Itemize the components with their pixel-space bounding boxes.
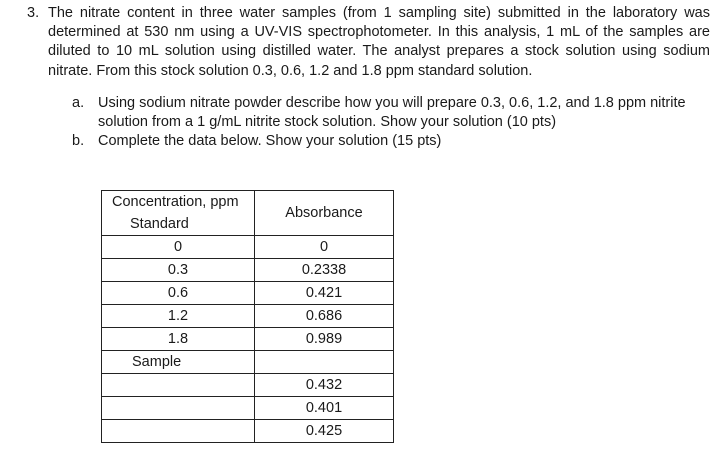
table-row	[102, 282, 394, 305]
table-row	[102, 420, 394, 443]
header-absorbance: Absorbance	[255, 191, 394, 236]
sub-question-b-text: Complete the data below. Show your solution (15 pts)	[98, 133, 442, 149]
question-body: The nitrate content in three water samples (from 1 sampling site) submitted in the laboratory was determined at 530 nm using a UV-VIS spectrophotometer. In this analysis, 1 mL of the samples are diluted to 10 mL solution using distilled water. The analyst prepares a stock solution using sodium nitrate. From this stock solution 0.3, 0.6, 1.2 and 1.8 ppm standard solution.	[48, 5, 710, 79]
table-row	[102, 305, 394, 328]
standard-abs-cell: 0.686	[255, 305, 394, 328]
sample-conc-cell	[102, 374, 255, 397]
sample-conc-cell	[102, 420, 255, 443]
sample-abs-cell: 0.432	[255, 374, 394, 397]
sub-question-b-letter: b.	[72, 133, 85, 149]
table-row	[102, 259, 394, 282]
standard-abs-cell: 0.989	[255, 328, 394, 351]
question-number: 3.	[27, 5, 40, 21]
header-concentration-line1: Concentration, ppm	[112, 194, 239, 210]
standard-conc-cell: 0.3	[102, 259, 255, 282]
header-concentration	[102, 191, 255, 236]
standard-conc-cell: 0.6	[102, 282, 255, 305]
sample-label: Sample	[102, 351, 255, 374]
sample-label-abs-cell	[255, 351, 394, 374]
data-table	[101, 190, 394, 443]
table-row	[102, 374, 394, 397]
standard-abs-cell: 0.421	[255, 282, 394, 305]
standard-abs-cell: 0.2338	[255, 259, 394, 282]
table-header-row	[102, 191, 394, 236]
table-row	[102, 328, 394, 351]
header-standard-label: Standard	[130, 216, 189, 232]
table-row	[102, 236, 394, 259]
sample-abs-cell: 0.425	[255, 420, 394, 443]
table-row-sample-label	[102, 351, 394, 374]
table-row	[102, 397, 394, 420]
standard-conc-cell: 1.2	[102, 305, 255, 328]
sub-question-a-letter: a.	[72, 95, 85, 111]
sample-conc-cell	[102, 397, 255, 420]
standard-abs-cell: 0	[255, 236, 394, 259]
standard-conc-cell: 0	[102, 236, 255, 259]
sub-question-a-text: Using sodium nitrate powder describe how you will prepare 0.3, 0.6, 1.2, and 1.8 ppm nitrite solution from a 1 g/mL nitrite stock solution. Show your solution (10 pts)	[98, 95, 686, 131]
standard-conc-cell: 1.8	[102, 328, 255, 351]
sample-abs-cell: 0.401	[255, 397, 394, 420]
